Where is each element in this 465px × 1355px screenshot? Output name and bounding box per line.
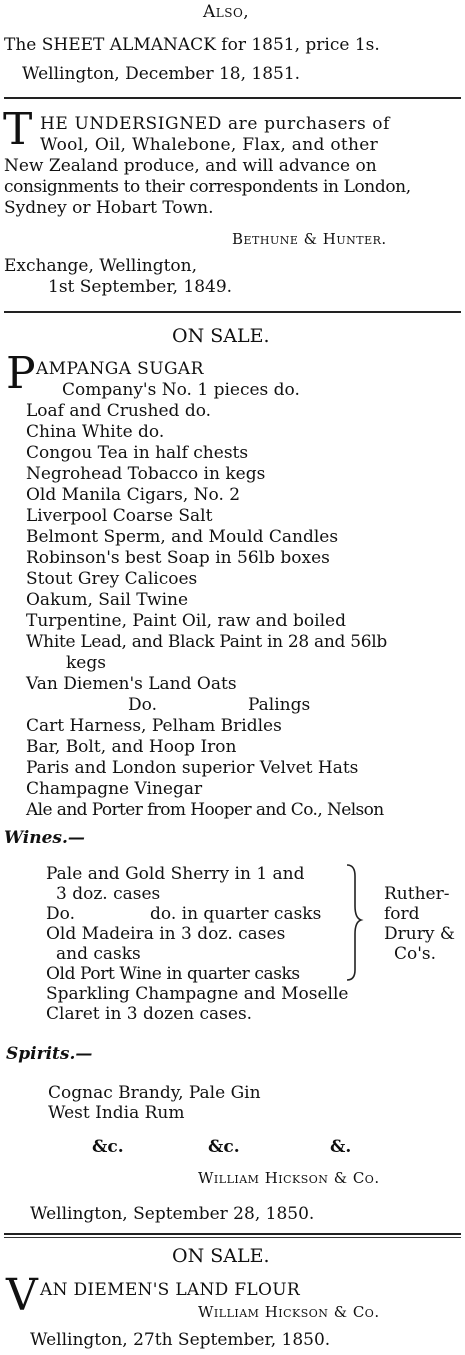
almanack-line: The SHEET ALMANACK for 1851, price 1s. — [4, 35, 380, 55]
undersigned-place: Exchange, Wellington, — [4, 256, 198, 276]
wine-item: 3 doz. cases — [56, 884, 161, 904]
also-label: Also, — [203, 2, 250, 22]
sale-item: Cart Harness, Pelham Bridles — [26, 716, 282, 736]
sale-item: Belmont Sperm, and Mould Candles — [26, 527, 339, 547]
brace-glyph — [345, 862, 365, 982]
sale-item: kegs — [66, 653, 106, 673]
sale-item: Liverpool Coarse Salt — [26, 506, 213, 526]
divider-rule — [4, 97, 461, 99]
sale-item: Paris and London superior Velvet Hats — [26, 758, 359, 778]
undersigned-line-2: Wool, Oil, Whalebone, Flax, and other — [40, 135, 379, 155]
sale-item: Turpentine, Paint Oil, raw and boiled — [26, 611, 346, 631]
wine-item: Sparkling Champagne and Moselle — [46, 984, 349, 1004]
wine-item: Old Port Wine in quarter casks — [46, 964, 300, 984]
undersigned-signature: Bethune & Hunter. — [232, 230, 387, 248]
undersigned-line-5: Sydney or Hobart Town. — [4, 198, 214, 218]
flour-date: Wellington, 27th September, 1850. — [30, 1330, 331, 1350]
dropcap-p: P — [6, 348, 36, 399]
brace-note: Drury & — [384, 924, 455, 944]
wine-item: Pale and Gold Sherry in 1 and — [46, 864, 305, 884]
etc-mark: &c. — [92, 1137, 124, 1157]
dropcap-t: T — [3, 104, 33, 155]
brace-note: ford — [384, 904, 420, 924]
flour-first-line: AN DIEMEN'S LAND FLOUR — [40, 1280, 300, 1300]
spirit-item: West India Rum — [48, 1103, 185, 1123]
undersigned-line-1: HE UNDERSIGNED are purchasers of — [40, 114, 390, 134]
wines-heading: Wines.— — [4, 828, 85, 848]
wine-item: and casks — [56, 944, 141, 964]
sale-item: Oakum, Sail Twine — [26, 590, 189, 610]
sale-item: Old Manila Cigars, No. 2 — [26, 485, 241, 505]
on-sale-heading: ON SALE. — [172, 1245, 270, 1267]
sale-item: Congou Tea in half chests — [26, 443, 249, 463]
spirit-item: Cognac Brandy, Pale Gin — [48, 1083, 261, 1103]
on-sale-heading: ON SALE. — [172, 325, 270, 347]
on-sale-first-line: AMPANGA SUGAR — [36, 359, 204, 379]
wine-item: do. in quarter casks — [150, 904, 322, 924]
undersigned-line-4: consignments to their correspondents in London, — [4, 177, 411, 197]
flour-signature: William Hickson & Co. — [198, 1303, 380, 1321]
wine-item: Claret in 3 dozen cases. — [46, 1004, 253, 1024]
divider-rule — [4, 311, 461, 313]
sale-item: Palings — [248, 695, 311, 715]
sale-item: Ale and Porter from Hooper and Co., Nelson — [26, 800, 384, 820]
almanack-date: Wellington, December 18, 1851. — [22, 64, 301, 84]
etc-mark: &. — [330, 1137, 352, 1157]
sale-signature: William Hickson & Co. — [198, 1169, 380, 1187]
brace-note: Co's. — [394, 944, 437, 964]
sale-item: Stout Grey Calicoes — [26, 569, 198, 589]
sale-item: Do. — [128, 695, 157, 715]
sale-item: Negrohead Tobacco in kegs — [26, 464, 266, 484]
spirits-heading: Spirits.— — [6, 1044, 93, 1064]
brace-note: Ruther- — [384, 884, 450, 904]
sale-item: Bar, Bolt, and Hoop Iron — [26, 737, 237, 757]
wine-item: Old Madeira in 3 doz. cases — [46, 924, 286, 944]
divider-rule — [4, 1233, 461, 1235]
undersigned-line-3: New Zealand produce, and will advance on — [4, 156, 377, 176]
sale-item: Company's No. 1 pieces do. — [62, 380, 300, 400]
sale-item: Van Diemen's Land Oats — [26, 674, 237, 694]
sale-item: Robinson's best Soap in 56lb boxes — [26, 548, 330, 568]
sale-item: White Lead, and Black Paint in 28 and 56lb — [26, 632, 387, 652]
divider-rule — [4, 1237, 461, 1238]
etc-mark: &c. — [208, 1137, 240, 1157]
wine-item: Do. — [46, 904, 75, 924]
sale-date: Wellington, September 28, 1850. — [30, 1204, 315, 1224]
sale-item: China White do. — [26, 422, 165, 442]
dropcap-v: V — [6, 1270, 38, 1321]
undersigned-date: 1st September, 1849. — [48, 277, 233, 297]
sale-item: Champagne Vinegar — [26, 779, 203, 799]
sale-item: Loaf and Crushed do. — [26, 401, 212, 421]
